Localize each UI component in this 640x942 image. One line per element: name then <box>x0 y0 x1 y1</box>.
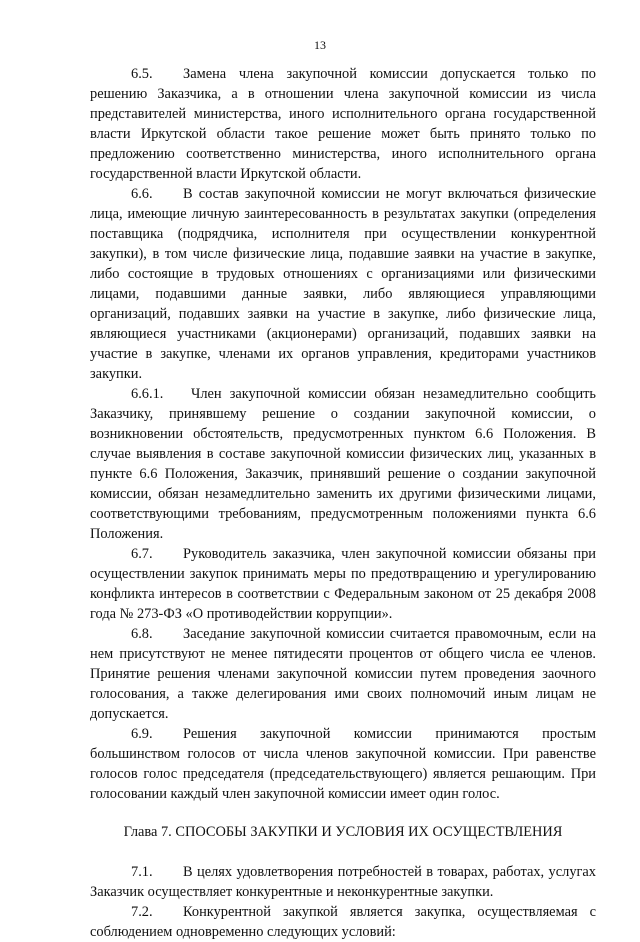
paragraph-6-6-1 <box>90 384 596 544</box>
clause-number: 6.8. <box>131 626 153 642</box>
paragraph-6-5 <box>90 64 596 184</box>
clause-text: В состав закупочной комиссии не могут включаться физические лица, имеющие личную заинтересованность в результатах закупки (определения поставщика (подрядчика, исполнителя при осуществлении конкурентной закупки), в том числе физические лица, подавшие заявки на участие в закупке, либо состоящие в трудовых отношениях с организациями или физическими лицами, подавшими данные заявки, либо являющиеся управляющими организаций, подавших заявки на участие в закупке, либо физические лица, являющиеся участниками (акционерами) организаций, подавших заявки на участие в закупке, членами их органов управления, кредиторами участников закупки. <box>90 186 596 382</box>
clause-text: Замена члена закупочной комиссии допускается только по решению Заказчика, а в отношении члена закупочной комиссии из числа представителей министерства, иного исполнительного органа государственной власти Иркутской области такое решение может быть принято только по предложению соответственно министерства, иного исполнительного органа государственной власти Иркутской области. <box>90 66 596 182</box>
clause-number: 6.5. <box>131 66 153 82</box>
paragraph-7-2 <box>90 902 596 942</box>
clause-number: 6.7. <box>131 546 153 562</box>
clause-number: 6.6. <box>131 186 153 202</box>
paragraph-6-8 <box>90 624 596 724</box>
document-body <box>90 64 596 942</box>
clause-text: Руководитель заказчика, член закупочной комиссии обязаны при осуществлении закупок принимать меры по предотвращению и урегулированию конфликта интересов в соответствии с Федеральным законом от 25 декабря 2008 года № 273-ФЗ «О противодействии коррупции». <box>90 546 596 622</box>
clause-text: В целях удовлетворения потребностей в товарах, работах, услугах Заказчик осуществляет конкурентные и неконкурентные закупки. <box>90 864 596 900</box>
clause-number: 7.2. <box>131 904 153 920</box>
paragraph-6-6 <box>90 184 596 384</box>
paragraph-7-1 <box>90 862 596 902</box>
paragraph-6-7 <box>90 544 596 624</box>
paragraph-6-9 <box>90 724 596 804</box>
clause-number: 6.9. <box>131 726 153 742</box>
clause-text: Решения закупочной комиссии принимаются простым большинством голосов от числа членов закупочной комиссии. При равенстве голосов голос председателя (председательствующего) является решающим. При голосовании каждый член закупочной комиссии имеет один голос. <box>90 726 596 802</box>
clause-number: 6.6.1. <box>131 386 164 402</box>
clause-text: Конкурентной закупкой является закупка, осуществляемая с соблюдением одновременно следующих условий: <box>90 904 596 940</box>
clause-number: 7.1. <box>131 864 153 880</box>
clause-text: Заседание закупочной комиссии считается правомочным, если на нем присутствуют не менее пятидесяти процентов от общего числа ее членов. Принятие решения членами закупочной комиссии путем проведения заочного голосования, а также делегирования ими своих полномочий иным лицам не допускается. <box>90 626 596 722</box>
page-number: 13 <box>314 38 326 52</box>
clause-text: Член закупочной комиссии обязан незамедлительно сообщить Заказчику, принявшему решение о создании закупочной комиссии, о возникновении обстоятельств, предусмотренных пунктом 6.6 Положения. В случае выявления в составе закупочной комиссии физических лиц, указанных в пункте 6.6 Положения, Заказчик, принявший решение о создании закупочной комиссии, обязан незамедлительно заменить их другими физическими лицами, соответствующими требованиям, предусмотренным положениями пункта 6.6 Положения. <box>90 386 596 542</box>
chapter-heading: Глава 7. СПОСОБЫ ЗАКУПКИ И УСЛОВИЯ ИХ ОСУЩЕСТВЛЕНИЯ <box>123 824 563 840</box>
